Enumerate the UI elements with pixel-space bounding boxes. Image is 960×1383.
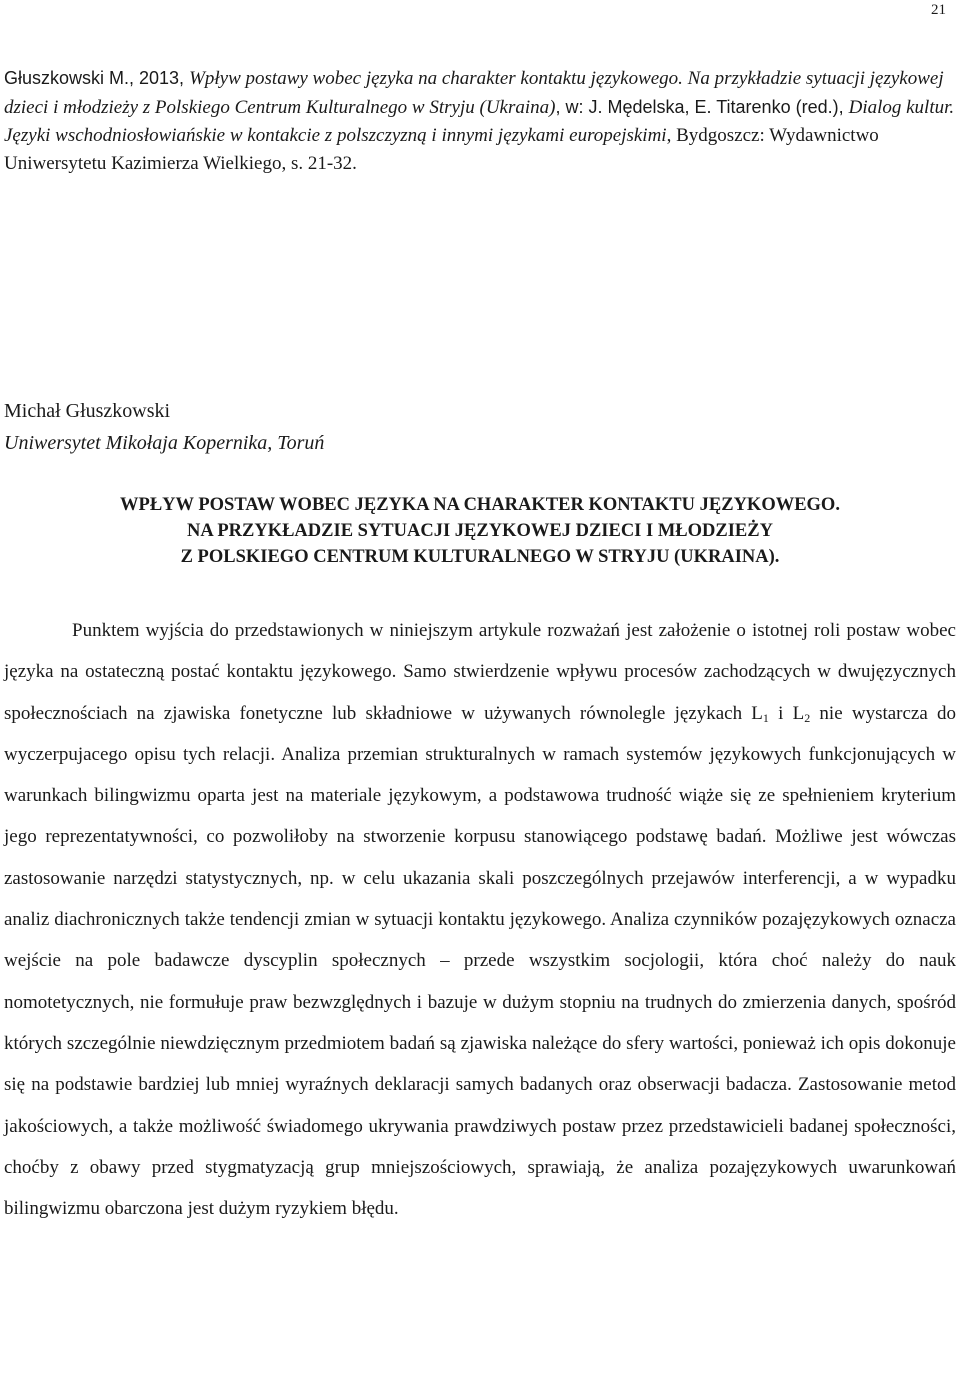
author-affiliation: Uniwersytet Mikołaja Kopernika, Toruń bbox=[4, 432, 325, 454]
article-title-line-1: WPŁYW POSTAW WOBEC JĘZYKA NA CHARAKTER KONTAKTU JĘZYKOWEGO. bbox=[120, 495, 840, 515]
citation-book-title: Dialog kultur. Języki wschodniosłowiańskie w kontakcie z polszczyzną i innymi językami europejskimi bbox=[4, 97, 955, 146]
citation-publisher: , Bydgoszcz: Wydawnictwo Uniwersytetu Kazimierza Wielkiego, s. 21-32. bbox=[4, 125, 879, 174]
page-number: 21 bbox=[931, 2, 946, 18]
citation bbox=[4, 64, 956, 178]
citation-article-title: Wpływ postawy wobec języka na charakter kontaktu językowego. Na przykładzie sytuacji językowej dzieci i młodzieży z Polskiego Centrum Kulturalnego w Stryju (Ukraina) bbox=[4, 68, 944, 118]
article-title bbox=[0, 492, 960, 570]
author-block bbox=[4, 395, 324, 459]
body-paragraph bbox=[4, 610, 956, 1229]
subscript-1: 1 bbox=[762, 710, 769, 725]
subscript-2: 2 bbox=[804, 710, 811, 725]
citation-author: Głuszkowski M., 2013, bbox=[4, 68, 190, 88]
author-name: Michał Głuszkowski bbox=[4, 400, 171, 422]
article-title-line-2: NA PRZYKŁADZIE SYTUACJI JĘZYKOWEJ DZIECI I MŁODZIEŻY bbox=[187, 521, 773, 541]
article-title-line-3: Z POLSKIEGO CENTRUM KULTURALNEGO W STRYJU (UKRAINA). bbox=[180, 547, 780, 567]
body-text-part-3: nie wystarcza do wyczerpujacego opisu tych relacji. Analiza przemian strukturalnych w ramach systemów językowych funkcjonujących w warunkach bilingwizmu oparta jest na materiale językowym, a podstawowa trudność wiąże się ze spełnieniem kryterium jego reprezentatywności, co pozwoliłoby na stworzenie korpusu stanowiącego podstawę badań. Możliwe jest wówczas zastosowanie narzędzi statystycznych, np. w celu ukazania skali poszczególnych przejawów interferencji, a w wypadku analiz diachronicznych także tendencji zmian w sytuacji kontaktu językowego. Analiza czynników pozajęzykowych oznacza wejście na pole badawcze dyscyplin społecznych – przede wszystkim socjologii, która choć należy do nauk nomotetycznych, nie formułuje praw bezwzględnych i bazuje w dużym stopniu na trudnych do zmierzenia danych, spośród których szczególnie niewdzięcznym przedmiotem badań są zjawiska należące do sfery wartości, ponieważ ich opis dokonuje się na podstawie bardziej lub mniej wyraźnych deklaracji samych badanych oraz obserwacji badacza. Zastosowanie metod jakościowych, a także możliwość świadomego ukrywania prawdziwych postaw przez przedstawicieli badanej społeczności, choćby z obawy przed stygmatyzacją grup mniejszościowych, sprawiają, że analiza pozajęzykowych uwarunkowań bilingwizmu obarczona jest dużym ryzykiem błędu. bbox=[4, 702, 957, 1220]
body-text-part-1: Punktem wyjścia do przedstawionych w niniejszym artykule rozważań jest założenie o istotnej roli postaw wobec języka na ostateczną postać kontaktu językowego. Samo stwierdzenie wpływu procesów zachodzących w dwujęzycznych społecznościach na zjawiska fonetyczne lub składniowe w używanych równolegle językach L bbox=[4, 620, 956, 724]
citation-editors: , w: J. Mędelska, E. Titarenko (red.), bbox=[555, 97, 849, 117]
body-text-part-2: i L bbox=[768, 702, 805, 724]
